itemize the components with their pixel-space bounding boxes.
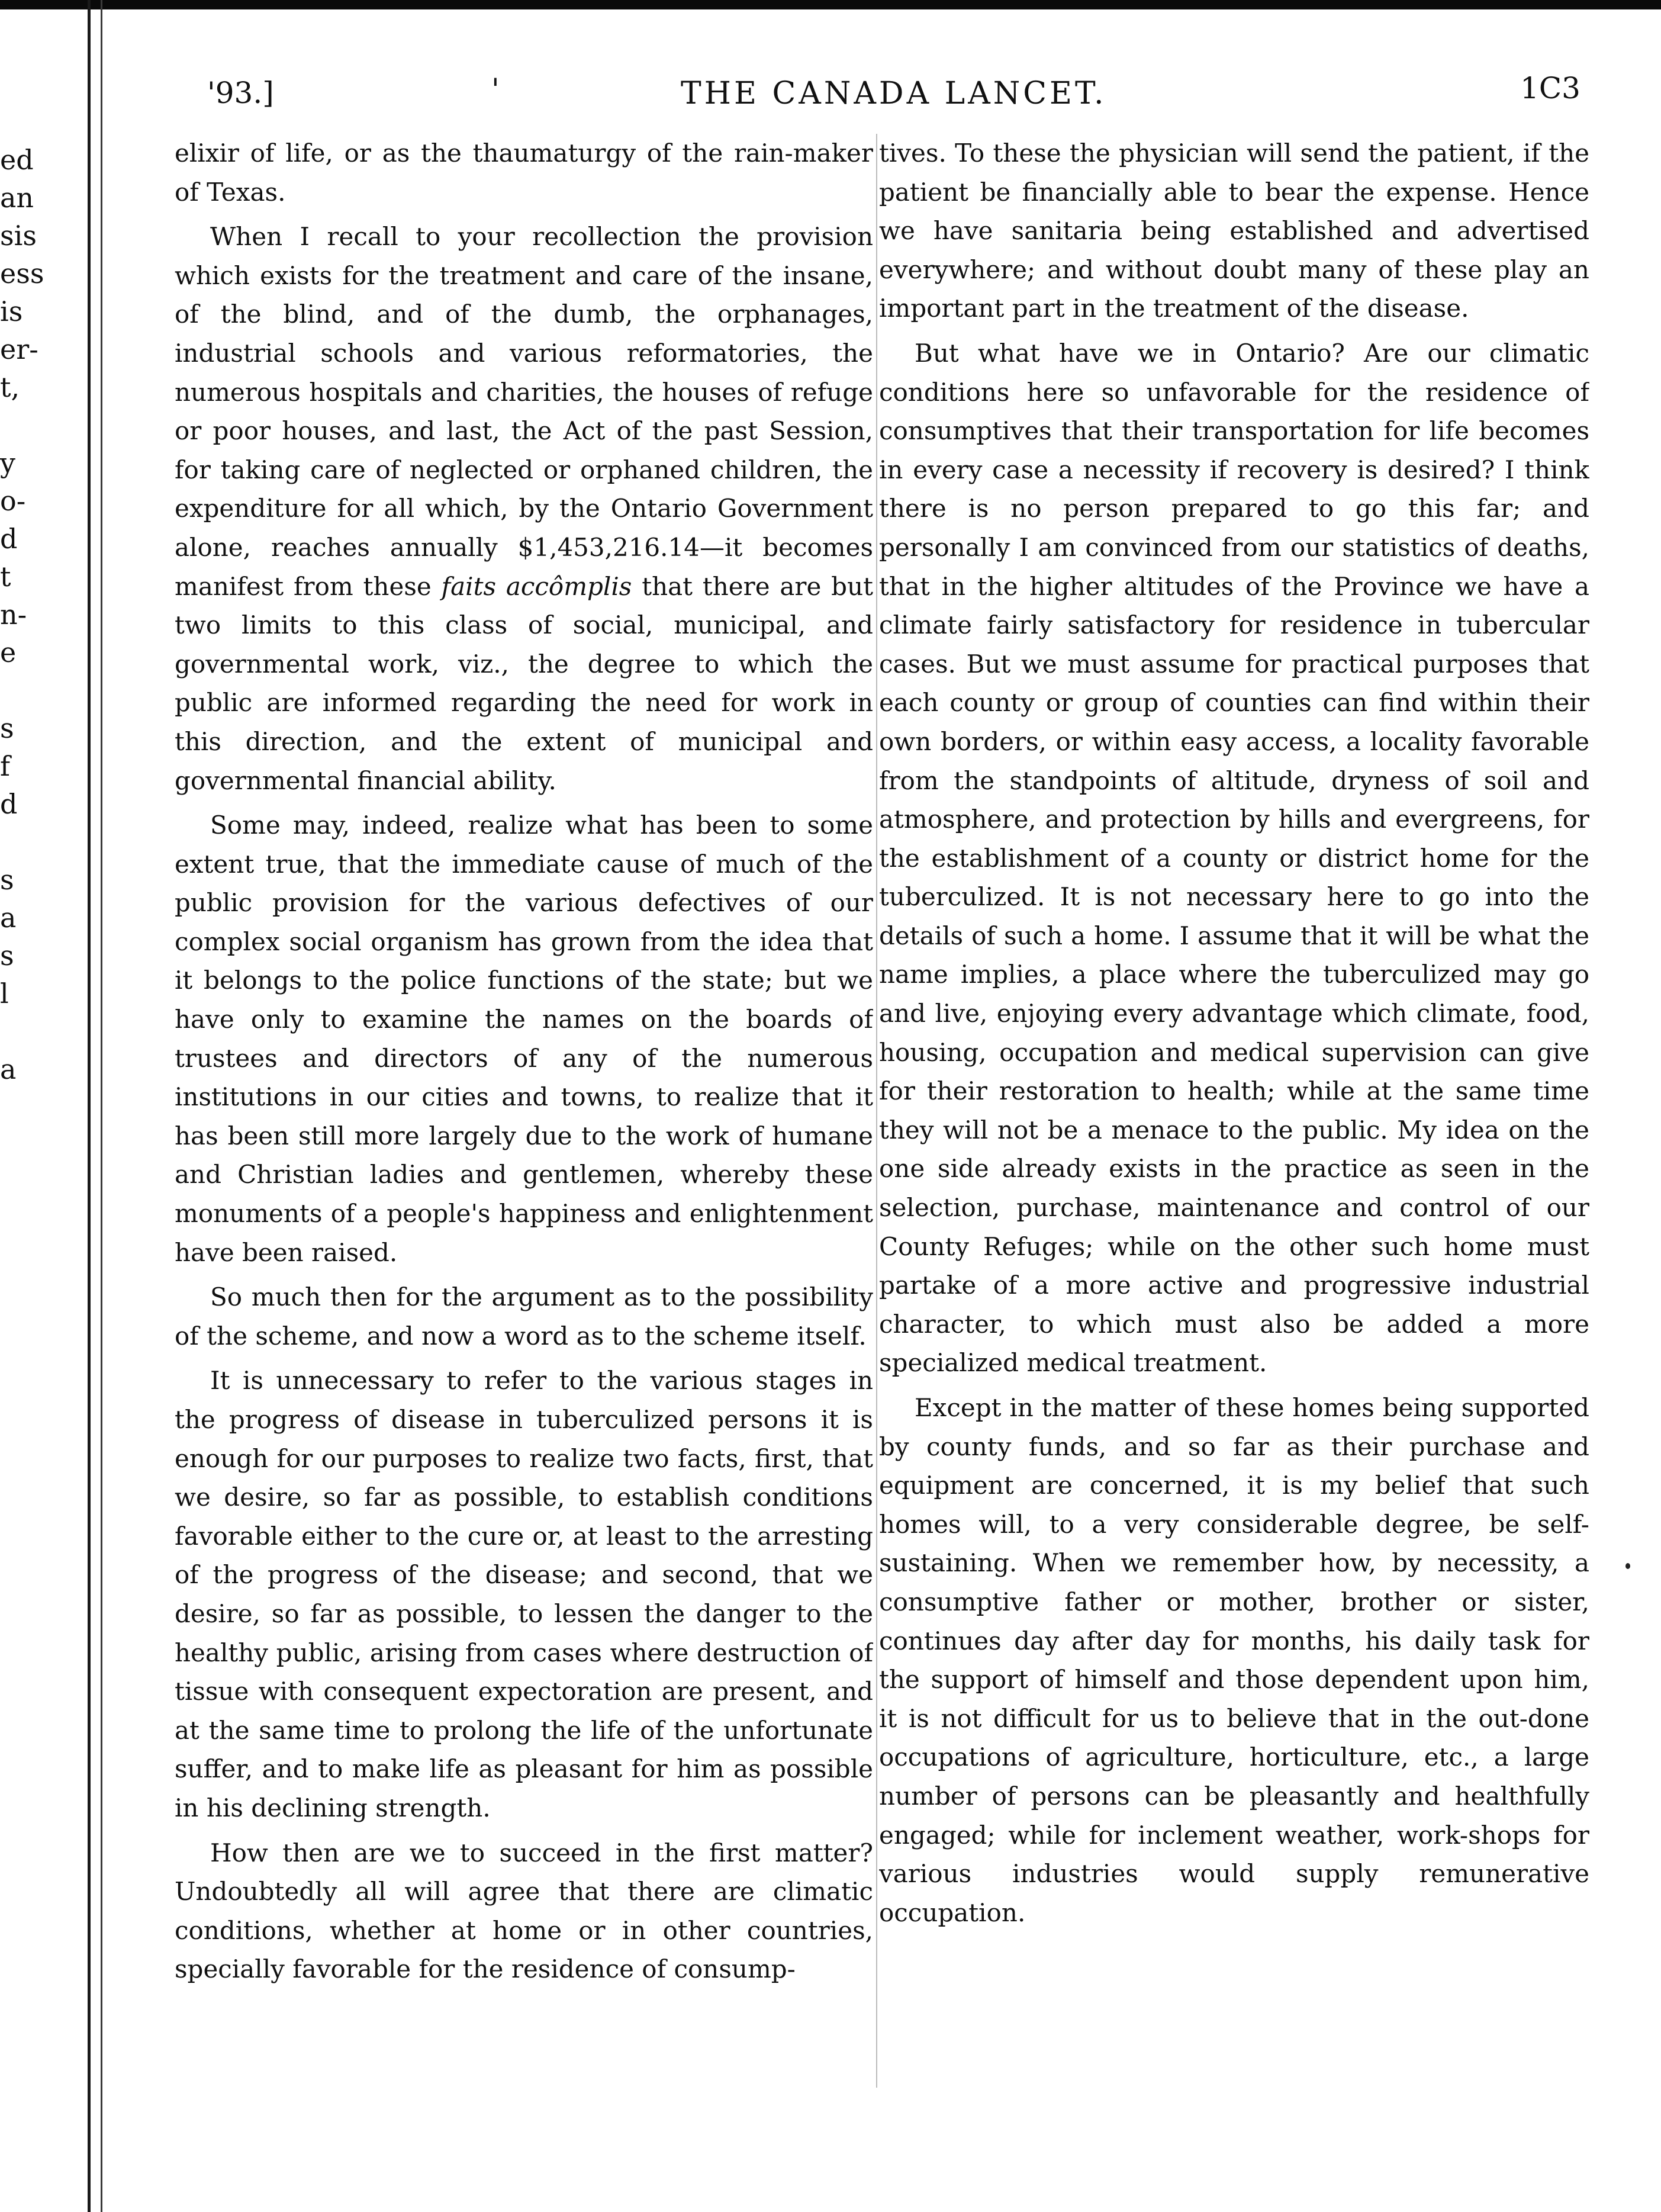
- margin-fragment: y: [0, 447, 15, 479]
- left-column: [175, 134, 873, 2111]
- paragraph: tives. To these the physician will send the patient, if the patient be financially able to bear the expense. Hence we have sanitaria being established and advertised everywhere; and without doubt many of these play an important part in the treatment of the disease.: [879, 139, 1589, 323]
- margin-fragment: s: [0, 940, 14, 972]
- margin-fragment: t: [0, 561, 11, 593]
- journal-title: THE CANADA LANCET.: [681, 76, 1107, 111]
- column-divider: [876, 134, 877, 2088]
- margin-fragment: s: [0, 864, 14, 896]
- margin-fragment: d: [0, 788, 18, 820]
- margin-fragment: ess: [0, 258, 44, 290]
- margin-fragment: [0, 406, 47, 444]
- margin-fragment: [0, 671, 47, 709]
- paragraph: So much then for the argument as to the possibility of the scheme, and now a word as to the scheme itself.: [175, 1282, 873, 1351]
- margin-fragment: l: [0, 978, 9, 1009]
- issue-date: '93.]: [207, 76, 274, 110]
- paragraph-text: When I recall to your recollection the provision which exists for the treatment and care of the insane, of the blind, and of the dumb, the orphanages, industrial schools and various reformatories, the numerous hospitals and charities, the houses of refuge or poor houses, and last, the Act of the past Session, for taking care of neglected or orphaned children, the expenditure for all which, by the Ontario Government alone, reaches annually $1,453,216.14—it becomes manifest from these: [175, 222, 873, 601]
- top-border-rule: [0, 0, 1661, 9]
- margin-fragment: is: [0, 295, 23, 327]
- margin-fragment: a: [0, 1053, 17, 1085]
- paragraph: [175, 217, 873, 800]
- margin-fragment: f: [0, 750, 11, 782]
- paragraph: It is unnecessary to refer to the various stages in the progress of disease in tuberculized persons it is enough for our purposes to realize two facts, first, that we desire, so far as possible, to establish conditions favorable either to the cure or, at least to the arresting of the progress of the disease; and second, that we desire, so far as possible, to lessen the danger to the healthy public, arising from cases where destruction of tissue with consequent expectoration are present, and at the same time to prolong the life of the unfortunate suffer, and to make life as pleasant for him as possible in his declining strength.: [175, 1366, 873, 1822]
- binding-edge-rule: [88, 0, 91, 2212]
- margin-fragment: o-: [0, 485, 26, 517]
- margin-fragment: ed: [0, 144, 34, 176]
- right-column: [879, 134, 1589, 2111]
- header-speck: ': [491, 72, 500, 107]
- ink-speck: [1625, 1563, 1630, 1569]
- margin-fragment: t,: [0, 371, 20, 403]
- page-number: 1C3: [1520, 71, 1580, 105]
- running-header: [195, 71, 1580, 118]
- previous-page-fragments: [0, 141, 47, 1088]
- margin-fragment: a: [0, 902, 17, 934]
- binding-edge-rule-inner: [101, 0, 102, 2212]
- margin-fragment: [0, 823, 47, 861]
- margin-fragment: s: [0, 712, 14, 744]
- margin-fragment: an: [0, 182, 34, 214]
- margin-fragment: d: [0, 523, 18, 555]
- paragraph: How then are we to succeed in the first matter? Undoubtedly all will agree that there are climatic conditions, whether at home or in other countries, specially favorable for the residence of consump-: [175, 1838, 873, 1984]
- margin-fragment: n-: [0, 599, 27, 631]
- paragraph: elixir of life, or as the thaumaturgy of the rain-maker of Texas.: [175, 139, 873, 207]
- paragraph: Except in the matter of these homes being supported by county funds, and so far as their purchase and equipment are concerned, it is my belief that such homes will, to a very considerable degree, be self-sustaining. When we remember how, by necessity, a consumptive father or mother, brother or sister, continues day after day for months, his daily task for the support of himself and those dependent upon him, it is not difficult for us to believe that in the out-done occupations of agriculture, horticulture, etc., a large number of persons can be pleasantly and healthfully engaged; while for inclement weather, work-shops for various industries would supply remunerative occupation.: [879, 1393, 1589, 1927]
- italic-phrase: faits accômplis: [441, 571, 632, 601]
- paragraph-text: that there are but two limits to this class of social, municipal, and governmental work, viz., the degree to which the public are informed regarding the need for work in this direction, and the extent of municipal and governmental financial ability.: [175, 571, 873, 795]
- margin-fragment: er-: [0, 333, 38, 365]
- paragraph: But what have we in Ontario? Are our climatic conditions here so unfavorable for the residence of consumptives that their transportation for life becomes in every case a necessity if recovery is desired? I think there is no person prepared to go this far; and personally I am convinced from our statistics of deaths, that in the higher altitudes of the Province we have a climate fairly satisfactory for residence in tubercular cases. But we must assume for practical purposes that each county or group of counties can find within their own borders, or within easy access, a locality favorable from the standpoints of altitude, dryness of soil and atmosphere, and protection by hills and evergreens, for the establishment of a county or district home for the tuberculized. It is not necessary here to go into the details of such a home. I assume that it will be what the name implies, a place where the tuberculized may go and live, enjoying every advantage which climate, food, housing, occupation and medical supervision can give for their restoration to health; while at the same time they will not be a menace to the public. My idea on the one side already exists in the practice as seen in the selection, purchase, maintenance and control of our County Refuges; while on the other such home must partake of a more active and progressive industrial character, to which must also be added a more specialized medical treatment.: [879, 338, 1589, 1378]
- paragraph: Some may, indeed, realize what has been to some extent true, that the immediate cause of much of the public provision for the various defectives of our complex social organism has grown from the idea that it belongs to the police functions of the state; but we have only to examine the names on the boards of trustees and directors of any of the numerous institutions in our cities and towns, to realize that it has been still more largely due to the work of humane and Christian ladies and gentlemen, whereby these monuments of a people's happiness and enlightenment have been raised.: [175, 811, 873, 1267]
- margin-fragment: [0, 1012, 47, 1050]
- margin-fragment: e: [0, 636, 17, 668]
- margin-fragment: sis: [0, 220, 37, 252]
